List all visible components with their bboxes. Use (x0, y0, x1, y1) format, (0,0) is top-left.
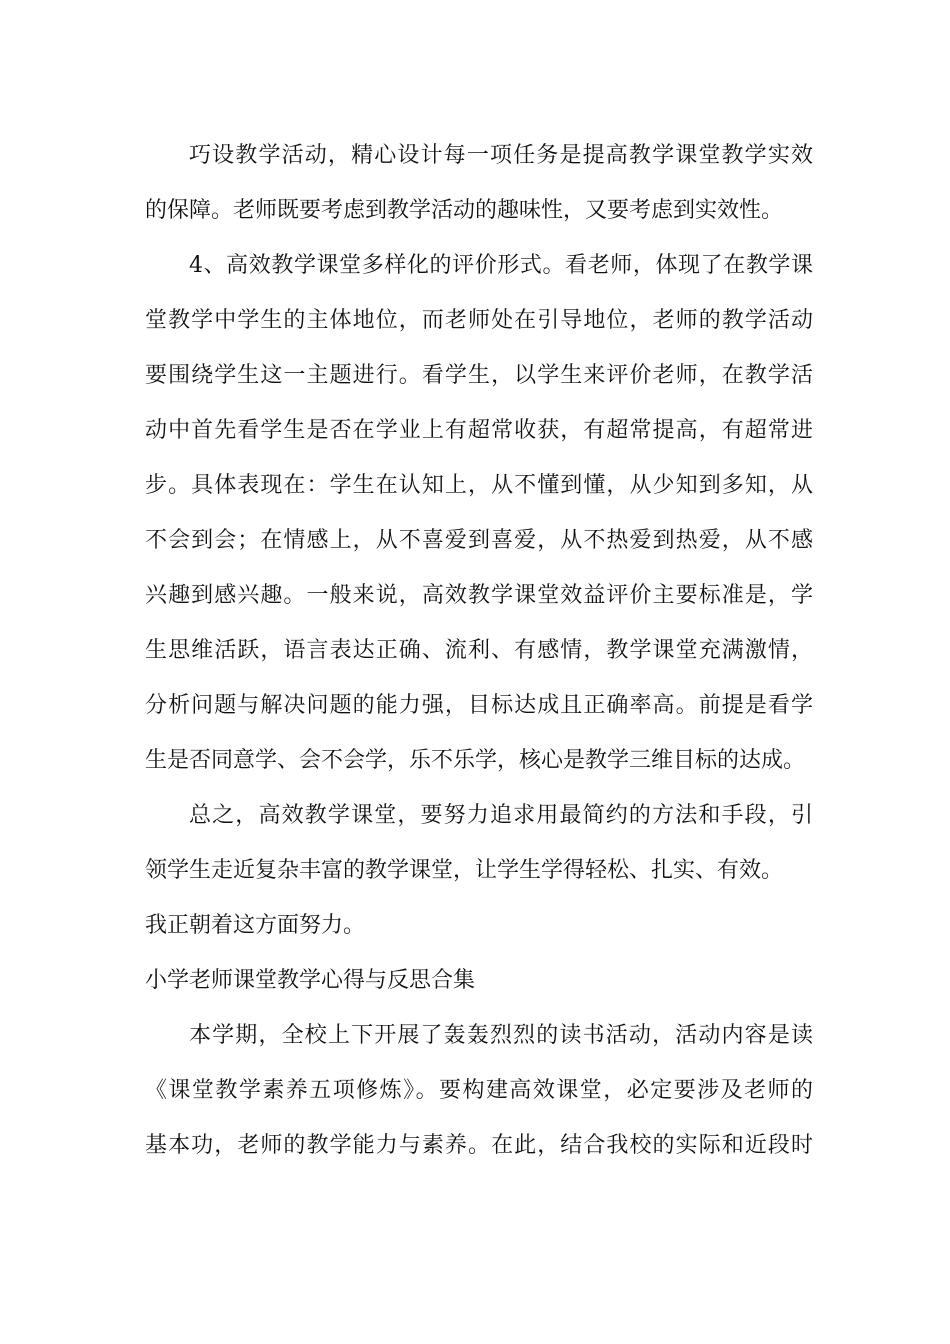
paragraph-line: 堂教学中学生的主体地位，而老师处在引导地位，老师的教学活动 (145, 308, 813, 333)
paragraph-line: 《课堂教学素养五项修炼》。要构建高效课堂，必定要涉及老师的 (145, 1078, 813, 1103)
paragraph-line: 领学生走近复杂丰富的教学课堂，让学生学得轻松、扎实、有效。 (145, 858, 784, 883)
paragraph-line: 兴趣到感兴趣。一般来说，高效教学课堂效益评价主要标准是，学 (145, 583, 813, 608)
paragraph-line: 本学期，全校上下开展了轰轰烈烈的读书活动，活动内容是读 (189, 1023, 813, 1048)
paragraph-line: 基本功，老师的教学能力与素养。在此，结合我校的实际和近段时 (145, 1133, 813, 1158)
paragraph-line: 巧设教学活动，精心设计每一项任务是提高教学课堂教学实效 (189, 143, 813, 168)
paragraph-line: 4、高效教学课堂多样化的评价形式。看老师，体现了在教学课 (189, 253, 813, 278)
paragraph-line: 的保障。老师既要考虑到教学活动的趣味性，又要考虑到实效性。 (145, 198, 784, 223)
paragraph-line: 分析问题与解决问题的能力强，目标达成且正确率高。前提是看学 (145, 693, 813, 718)
paragraph-line: 生是否同意学、会不会学，乐不乐学，核心是教学三维目标的达成。 (145, 748, 806, 773)
document-body (145, 128, 813, 1173)
section-title: 小学老师课堂教学心得与反思合集 (145, 968, 476, 993)
paragraph-line: 生思维活跃，语言表达正确、流利、有感情，教学课堂充满激情， (145, 638, 813, 663)
paragraph-line: 步。具体表现在：学生在认知上，从不懂到懂，从少知到多知，从 (145, 473, 813, 498)
paragraph-line: 不会到会；在情感上，从不喜爱到喜爱，从不热爱到热爱，从不感 (145, 528, 813, 553)
paragraph-line: 我正朝着这方面努力。 (145, 913, 366, 938)
paragraph-line: 要围绕学生这一主题进行。看学生，以学生来评价老师，在教学活 (145, 363, 813, 388)
paragraph-line: 总之，高效教学课堂，要努力追求用最简约的方法和手段，引 (189, 803, 813, 828)
paragraph-line: 动中首先看学生是否在学业上有超常收获，有超常提高，有超常进 (145, 418, 813, 443)
